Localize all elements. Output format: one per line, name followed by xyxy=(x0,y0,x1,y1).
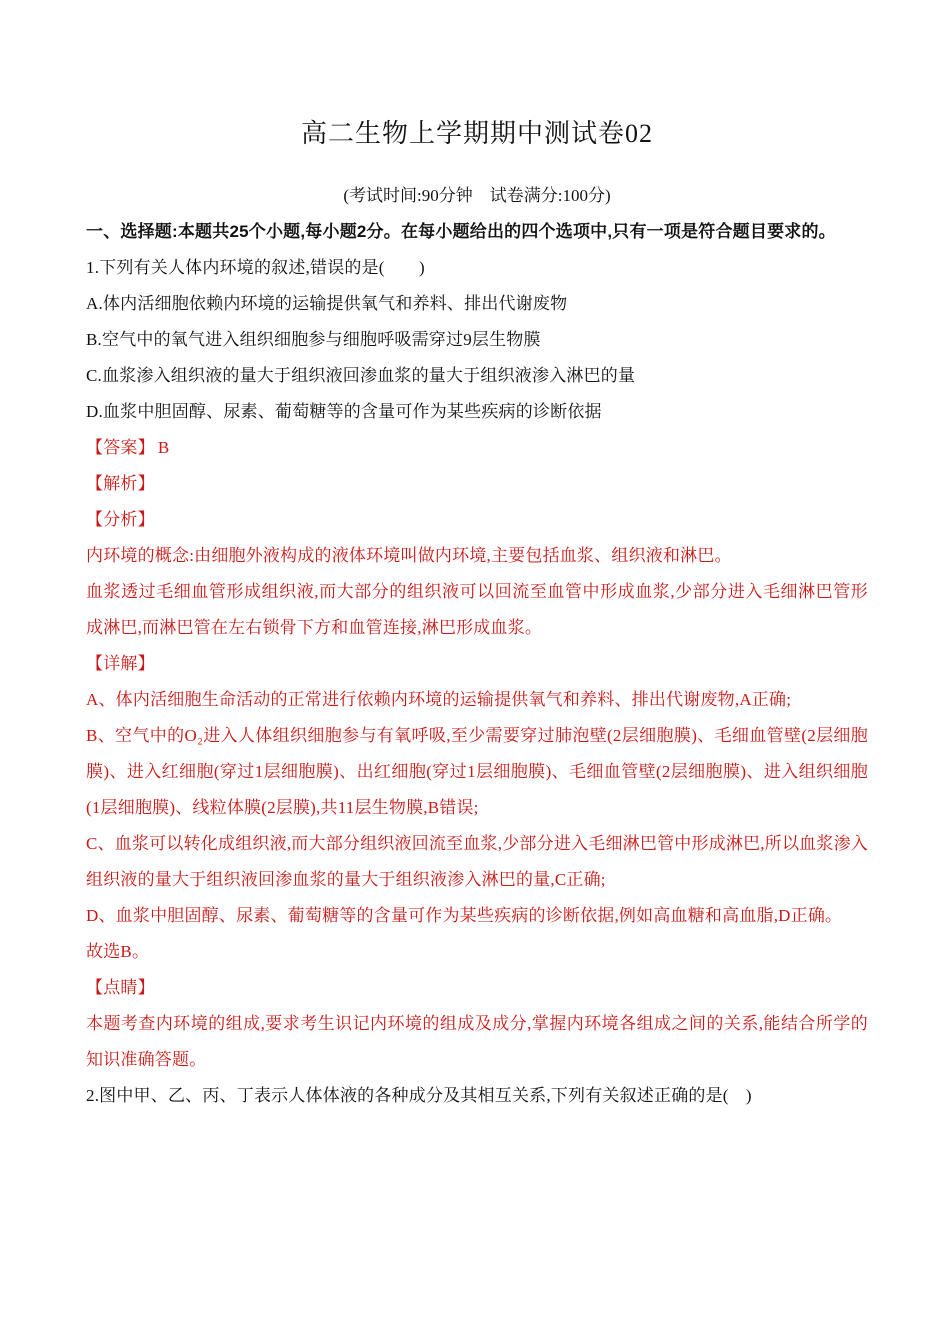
question-2-stem: 2.图中甲、乙、丙、丁表示人体体液的各种成分及其相互关系,下列有关叙述正确的是( ) xyxy=(86,1086,752,1105)
explanation-label: 【解析】 xyxy=(86,474,155,493)
section-header: 一、选择题:本题共25个小题,每小题2分。在每小题给出的四个选项中,只有一项是符合题目要求的。 xyxy=(86,222,836,241)
tip-label: 【点睛】 xyxy=(86,978,155,997)
question-1-option-d: D.血浆中胆固醇、尿素、葡萄糖等的含量可作为某些疾病的诊断依据 xyxy=(86,402,602,421)
detail-conclusion: 故选B。 xyxy=(86,942,150,961)
detail-label: 【详解】 xyxy=(86,654,155,673)
page-title: 高二生物上学期期中测试卷02 xyxy=(300,119,653,148)
analysis-paragraph-1: 内环境的概念:由细胞外液构成的液体环境叫做内环境,主要包括血浆、组织液和淋巴。 xyxy=(86,546,732,565)
answer-label: 【答案】 xyxy=(86,438,155,457)
exam-info: (考试时间:90分钟 试卷满分:100分) xyxy=(343,186,611,205)
question-1-option-b: B.空气中的氧气进入组织细胞参与细胞呼吸需穿过9层生物膜 xyxy=(86,330,541,349)
answer-value: B xyxy=(157,438,170,457)
detail-option-a: A、体内活细胞生命活动的正常进行依赖内环境的运输提供氧气和养料、排出代谢废物,A正确; xyxy=(86,690,792,709)
detail-option-c: C、血浆可以转化成组织液,而大部分组织液回流至血浆,少部分进入毛细淋巴管中形成淋巴,所以血浆渗入组织液的量大于组织液回渗血浆的量大于组织液渗入淋巴的量,C正确; xyxy=(86,834,868,889)
tip-paragraph: 本题考查内环境的组成,要求考生识记内环境的组成及成分,掌握内环境各组成之间的关系,能结合所学的知识准确答题。 xyxy=(86,1014,868,1069)
question-1-option-a: A.体内活细胞依赖内环境的运输提供氧气和养料、排出代谢废物 xyxy=(86,294,568,313)
detail-option-b: B、空气中的O₂进入人体组织细胞参与有氧呼吸,至少需要穿过肺泡壁(2层细胞膜)、毛细血管壁(2层细胞膜)、进入红细胞(穿过1层细胞膜)、出红细胞(穿过1层细胞膜)、毛细血管壁(2层细胞膜)、进入组织细胞(1层细胞膜)、线粒体膜(2层膜),共11层生物膜,B错误; xyxy=(86,726,868,817)
question-1-option-c: C.血浆渗入组织液的量大于组织液回渗血浆的量大于组织液渗入淋巴的量 xyxy=(86,366,636,385)
answer-line xyxy=(86,430,868,466)
detail-option-d: D、血浆中胆固醇、尿素、葡萄糖等的含量可作为某些疾病的诊断依据,例如高血糖和高血脂,D正确。 xyxy=(86,906,843,925)
analysis-paragraph-2: 血浆透过毛细血管形成组织液,而大部分的组织液可以回流至血管中形成血浆,少部分进入毛细淋巴管形成淋巴,而淋巴管在左右锁骨下方和血管连接,淋巴形成血浆。 xyxy=(86,582,868,637)
analysis-label: 【分析】 xyxy=(86,510,155,529)
question-1-stem: 1.下列有关人体内环境的叙述,错误的是( ) xyxy=(86,258,425,277)
